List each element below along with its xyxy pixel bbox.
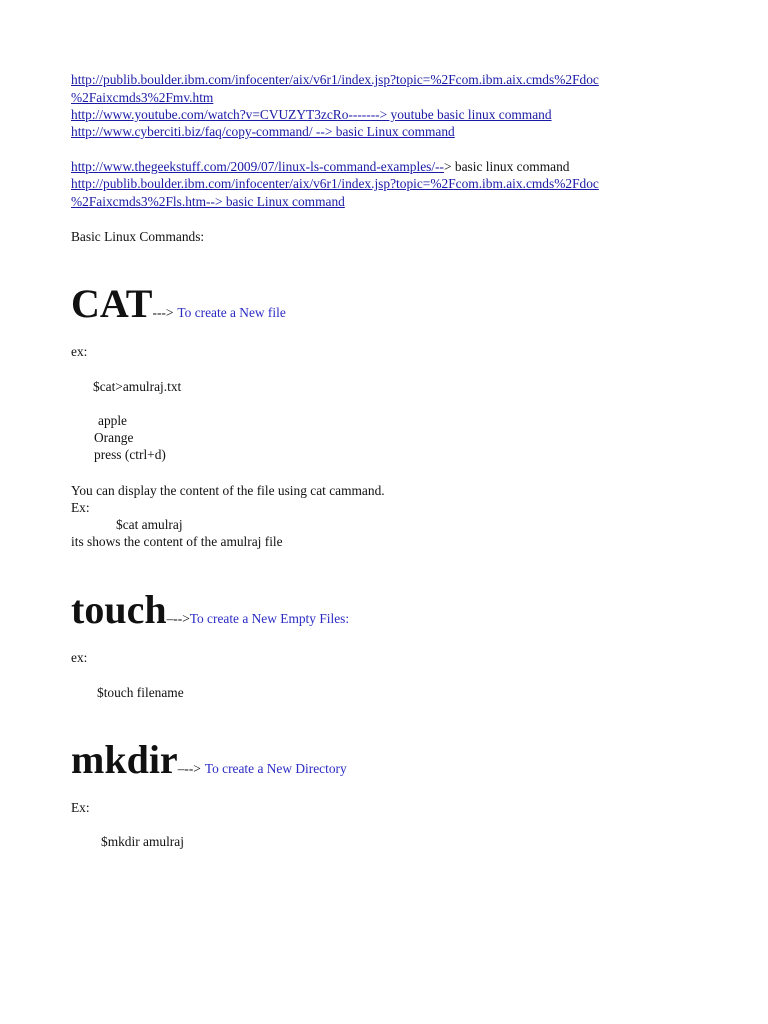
thegeekstuff-suffix: > basic linux command <box>444 159 570 174</box>
ibm-ls-link-line2[interactable]: %2Faixcmds3%2Fls.htm--> basic Linux command <box>71 194 345 209</box>
cat-content-line-2: Orange <box>94 430 134 445</box>
cat-display-result: its shows the content of the amulraj file <box>71 534 283 549</box>
thegeekstuff-line <box>71 158 569 175</box>
cat-display-command: $cat amulraj <box>116 517 183 532</box>
mkdir-command: $mkdir amulraj <box>101 834 184 849</box>
mkdir-arrow: –--> <box>177 761 201 776</box>
cat-heading <box>71 282 286 326</box>
ibm-mv-link-line2[interactable]: %2Faixcmds3%2Fmv.htm <box>71 90 214 105</box>
section-heading: Basic Linux Commands: <box>71 229 205 244</box>
touch-arrow: –--> <box>166 611 190 626</box>
cat-content-line-1: apple <box>98 413 127 428</box>
touch-command: $touch filename <box>97 685 184 700</box>
cat-title: CAT <box>71 281 153 326</box>
ibm-ls-link-line1[interactable]: http://publib.boulder.ibm.com/infocenter/aix/v6r1/index.jsp?topic=%2Fcom.ibm.aix.cmds%2Fdoc <box>71 176 599 191</box>
cat-example-label-2: Ex: <box>71 500 90 515</box>
cat-example-label: ex: <box>71 344 88 359</box>
mkdir-title: mkdir <box>71 737 178 782</box>
cat-content-line-3: press (ctrl+d) <box>94 447 166 462</box>
ibm-mv-link-line1[interactable]: http://publib.boulder.ibm.com/infocenter/aix/v6r1/index.jsp?topic=%2Fcom.ibm.aix.cmds%2Fdoc <box>71 72 599 87</box>
cat-arrow: ---> <box>152 305 174 320</box>
touch-title: touch <box>71 587 167 632</box>
mkdir-heading <box>71 738 347 782</box>
touch-example-label: ex: <box>71 650 88 665</box>
thegeekstuff-link[interactable]: http://www.thegeekstuff.com/2009/07/linux-ls-command-examples/-- <box>71 159 445 174</box>
mkdir-example-label: Ex: <box>71 800 90 815</box>
mkdir-description: To create a New Directory <box>204 761 347 776</box>
cat-display-note: You can display the content of the file using cat cammand. <box>71 483 385 498</box>
cat-description: To create a New file <box>177 305 286 320</box>
cyberciti-link[interactable]: http://www.cyberciti.biz/faq/copy-command/ --> basic Linux command <box>71 124 455 139</box>
touch-heading <box>71 588 349 632</box>
cat-command: $cat>amulraj.txt <box>93 379 182 394</box>
youtube-link[interactable]: http://www.youtube.com/watch?v=CVUZYT3zcRo-------> youtube basic linux command <box>71 107 552 122</box>
touch-description: To create a New Empty Files: <box>189 611 350 626</box>
